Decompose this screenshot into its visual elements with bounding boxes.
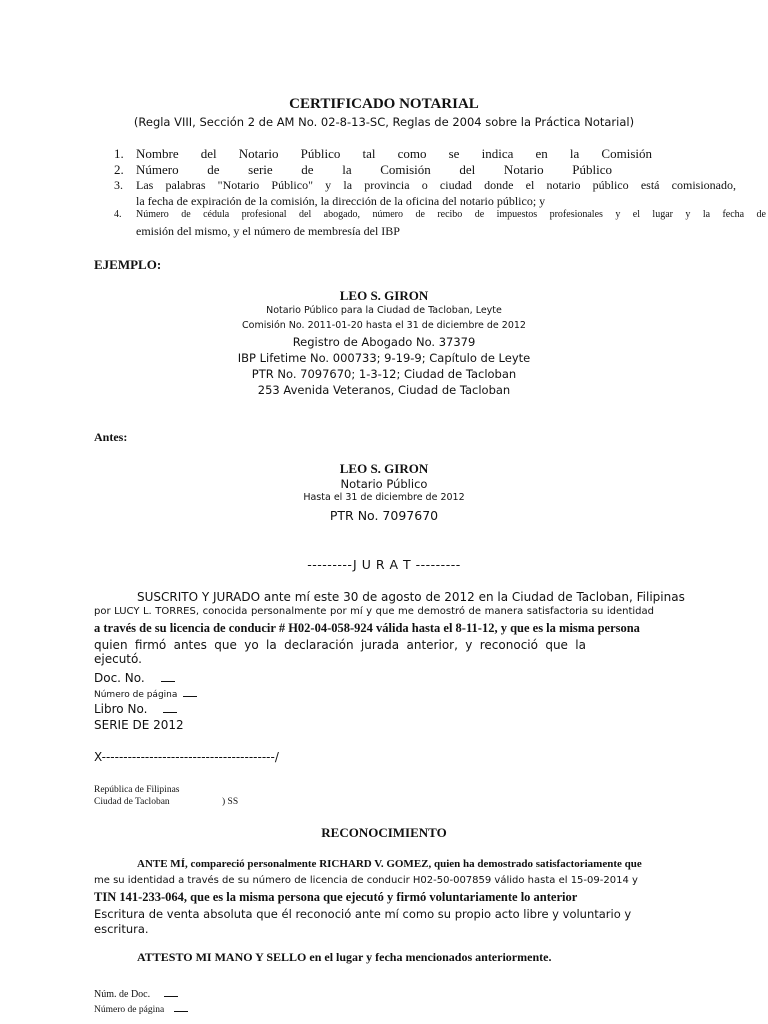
recon-paragraph-line: Escritura de venta absoluta que él reconoció ante mí como su propio acto libre y voluntario y	[94, 907, 632, 921]
document-title: CERTIFICADO NOTARIAL	[289, 96, 479, 112]
book-no-blank	[163, 702, 177, 713]
list-item-number: 3.	[114, 178, 123, 192]
page-no-field	[94, 686, 197, 700]
notary-line: 253 Avenida Veteranos, Ciudad de Tacloban	[257, 383, 511, 397]
notary-name: LEO S. GIRON	[339, 461, 429, 476]
notary-line: Registro de Abogado No. 37379	[292, 335, 476, 349]
list-item-number: 1.	[114, 146, 124, 161]
recon-paragraph-line: me su identidad a través de su número de licencia de conducir H02-50-007859 válido hasta el 15-09-2014 y	[94, 875, 638, 886]
list-item-text: Número de cédula profesional del abogado, número de recibo de impuestos profesionales y el lugar y la fecha de	[136, 209, 766, 220]
document-subtitle: (Regla VIII, Sección 2 de AM No. 02-8-13-SC, Reglas de 2004 sobre la Práctica Notarial)	[133, 115, 635, 129]
recon-paragraph-line: escritura.	[94, 922, 149, 936]
republic-label: República de Filipinas	[94, 785, 180, 795]
notary-line: PTR No. 7097670; 1-3-12; Ciudad de Tacloban	[251, 367, 517, 381]
jurat-heading: ---------J U R A T ---------	[307, 557, 461, 572]
before-label: Antes:	[94, 430, 128, 444]
recon-paragraph-line: ANTE MÍ, compareció personalmente RICHARD V. GOMEZ, quien ha demostrado satisfactoriamente que	[137, 858, 642, 870]
jurat-paragraph-line: SUSCRITO Y JURADO ante mí este 30 de agosto de 2012 en la Ciudad de Tacloban, Filipinas	[137, 590, 685, 604]
list-item-text: Número de serie de la Comisión del Notario Público	[136, 162, 612, 177]
list-item-text: Nombre del Notario Público tal como se indica en la Comisión	[136, 146, 652, 161]
city-label: Ciudad de Tacloban	[94, 797, 170, 807]
recon-doc-no-label: Núm. de Doc.	[94, 989, 151, 1000]
jurat-paragraph-line: quien firmó antes que yo la declaración jurada anterior, y reconoció que la ejecutó.	[94, 638, 586, 666]
notary-line: Comisión No. 2011-01-20 hasta el 31 de diciembre de 2012	[242, 320, 526, 331]
list-item	[114, 162, 634, 178]
list-item-continuation: emisión del mismo, y el número de membresía del IBP	[136, 224, 400, 238]
notary-line: Notario Público para la Ciudad de Tacloban, Leyte	[266, 305, 502, 316]
notary-line: Hasta el 31 de diciembre de 2012	[303, 492, 465, 503]
example-label: EJEMPLO:	[94, 257, 162, 272]
list-item-continuation: la fecha de expiración de la comisión, la dirección de la oficina del notario público; y	[136, 194, 546, 208]
notary-line: IBP Lifetime No. 000733; 9-19-9; Capítulo de Leyte	[237, 351, 531, 365]
notary-line: PTR No. 7097670	[329, 508, 439, 523]
page-no-blank	[183, 686, 197, 697]
ss-label: ) SS	[222, 797, 239, 807]
list-item	[114, 146, 654, 162]
recon-page-no-label: Número de página	[94, 1005, 165, 1015]
recon-paragraph-line: TIN 141-233-064, que es la misma persona que ejecutó y firmó voluntariamente lo anterior	[94, 890, 578, 904]
jurat-paragraph-line: por LUCY L. TORRES, conocida personalmente por mí y que me demostró de manera satisfactoria su identidad	[94, 606, 654, 617]
recon-doc-no-blank	[164, 986, 178, 997]
book-no-label: Libro No.	[94, 702, 148, 716]
recon-heading: RECONOCIMIENTO	[321, 825, 447, 840]
book-no-field	[94, 702, 177, 716]
doc-no-field	[94, 671, 175, 685]
jurat-paragraph-line: a través de su licencia de conducir # H02-04-058-924 válida hasta el 8-11-12, y que es la misma persona	[94, 621, 640, 635]
signature-line: X----------------------------------------/	[94, 750, 279, 764]
list-item	[114, 178, 754, 193]
list-item-number: 4.	[114, 209, 122, 220]
doc-no-label: Doc. No.	[94, 671, 145, 685]
page-no-label: Número de página	[94, 690, 178, 700]
series-label: SERIE DE 2012	[94, 718, 184, 732]
list-item-text: Las palabras "Notario Público" y la provincia o ciudad donde el notario público está comisionado,	[136, 178, 736, 192]
notary-name: LEO S. GIRON	[339, 288, 429, 303]
recon-page-no-blank	[174, 1001, 188, 1012]
list-item-number: 2.	[114, 162, 124, 177]
recon-doc-no-field	[94, 986, 178, 1000]
list-item	[114, 209, 768, 220]
notary-line: Notario Público	[340, 477, 428, 491]
recon-page-no-field	[94, 1001, 188, 1015]
doc-no-blank	[161, 671, 175, 682]
attest-line: ATTESTO MI MANO Y SELLO en el lugar y fecha mencionados anteriormente.	[137, 950, 552, 964]
